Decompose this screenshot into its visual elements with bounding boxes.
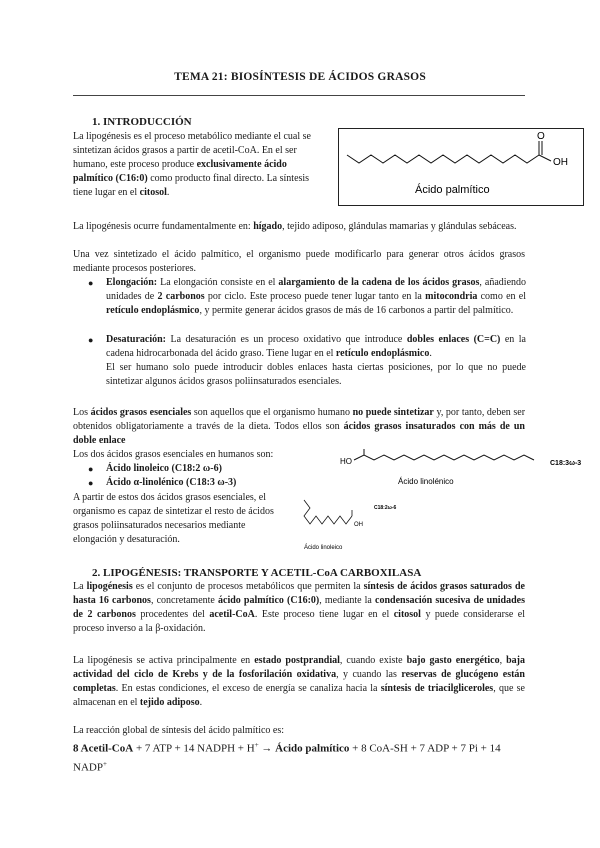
lipogenesis-paragraph: La lipogénesis es el conjunto de procesos metabólicos que permiten la síntesis de ácidos grasos saturados de hasta 16 carbonos, concretamente ácido palmítico (C16:0), mediante la condensación sucesiva de unidades de 2 carbonos procedentes del acetil-CoA. Este proceso tiene lugar en el citosol y puede considerarse el proceso inverso a la β-oxidación. [73,581,525,634]
list-item-elongacion: ● Elongación: La elongación consiste en el alargamiento de la cadena de los ácidos grasos, añadiendo unidades de 2 carbonos por ciclo. Este proceso puede tener lugar tanto en la mitocondria como en el retículo endoplásmico, y permite generar ácidos grasos de más de 16 carbonos a partir del palmítico. [88,277,527,316]
essential-list-intro: Los dos ácidos grasos esenciales en humanos son: [73,449,274,460]
modification-paragraph: Una vez sintetizado el ácido palmítico, el organismo puede modificarlo para generar otros ácidos grasos mediante procesos posteriores. [73,249,525,274]
intro-line: humano, este proceso produce exclusivamente ácido [73,159,287,170]
bullet-icon: ● [88,335,94,345]
list-item-desaturacion: ● Desaturación: La desaturación es un proceso oxidativo que introduce dobles enlaces (C=C) en la cadena hidrocarbonada del ácido graso. Tiene lugar en el retículo endoplásmico. [88,334,526,359]
linoleic-tag: C18:2ω-6 [374,505,397,511]
bullet-icon: ● [88,464,94,474]
tissues-paragraph: La lipogénesis ocurre fundamentalmente en: hígado, tejido adiposo, glándulas mamarias y glándulas sebáceas. [73,221,517,232]
palmitic-acid-figure [338,128,584,206]
linoleic-acid-label: Ácido linoleico [304,545,343,551]
essential-after-paragraph: A partir de estos dos ácidos grasos esenciales, el organismo es capaz de sintetizar el resto de ácidos grasos poliinsaturados necesarios mediante elongación y desaturación. [73,492,274,545]
hydroxyl-bond [539,155,551,161]
list-item-linoleico: ● Ácido linoleico (C18:2 ω-6) [88,463,222,474]
palmitic-acid-structure [339,129,583,205]
activation-paragraph: La lipogénesis se activa principalmente en estado postprandial, cuando existe bajo gasto energético, baja actividad del ciclo de Krebs y de la fosforilación oxidativa, y cuando las reservas de glucógeno están completas. En estas condiciones, el exceso de energía se canaliza hacia la síntesis de triacilgliceroles, que se almacenan en el tejido adiposo. [73,655,526,708]
intro-line: La lipogénesis es el proceso metabólico mediante el cual se [73,131,311,142]
desaturacion-note: El ser humano solo puede introducir dobles enlaces hasta ciertas posiciones, por lo que no puede sintetizar algunos ácidos grasos poliinsaturados esenciales. [106,362,526,387]
list-item-linolenico: ● Ácido α-linolénico (C18:3 ω-3) [88,477,237,488]
oxygen-atom: O [537,131,545,142]
linolenic-acid-figure [338,446,600,496]
carbon-chain [304,500,352,524]
reaction-intro: La reacción global de síntesis del ácido palmítico es: [73,725,285,736]
reaction-equation: 8 Acetil-CoA + 7 ATP + 14 NADPH + H+ → Ácido palmítico + 8 CoA-SH + 7 ADP + 7 Pi + 14 NADP+ [73,741,501,774]
page-title: TEMA 21: BIOSÍNTESIS DE ÁCIDOS GRASOS [174,71,426,83]
linolenic-tag: C18:3ω-3 [550,460,582,467]
intro-line: palmítico (C16:0) como producto final directo. La síntesis [73,173,310,184]
intro-line: sintetizan ácidos grasos a partir de acetil-CoA. En el ser [73,145,297,156]
intro-paragraph [73,130,333,200]
section-heading-intro: 1. INTRODUCCIÓN [92,116,192,128]
linoleic-acid-figure [300,496,420,556]
section-heading-lipogenesis: 2. LIPOGÉNESIS: TRANSPORTE Y ACETIL-CoA CARBOXILASA [92,567,422,579]
carbon-chain [354,455,534,460]
title-divider [73,95,525,96]
carbon-chain [347,155,539,163]
linolenic-acid-label: Ácido linolénico [398,477,454,486]
ho-group: HO [340,457,352,466]
bullet-icon: ● [88,478,94,488]
oh-group: OH [354,522,363,528]
intro-line: tiene lugar en el citosol. [73,187,170,198]
palmitic-acid-label: Ácido palmítico [415,184,490,196]
hydroxyl-group: OH [553,157,568,168]
essential-fa-paragraph: Los ácidos grasos esenciales son aquellos que el organismo humano no puede sintetizar y, por tanto, deben ser obtenidos obligatoriamente a través de la dieta. Todos ellos son ácidos grasos insaturados con más de un doble enlace [73,407,526,446]
bullet-icon: ● [88,278,94,288]
